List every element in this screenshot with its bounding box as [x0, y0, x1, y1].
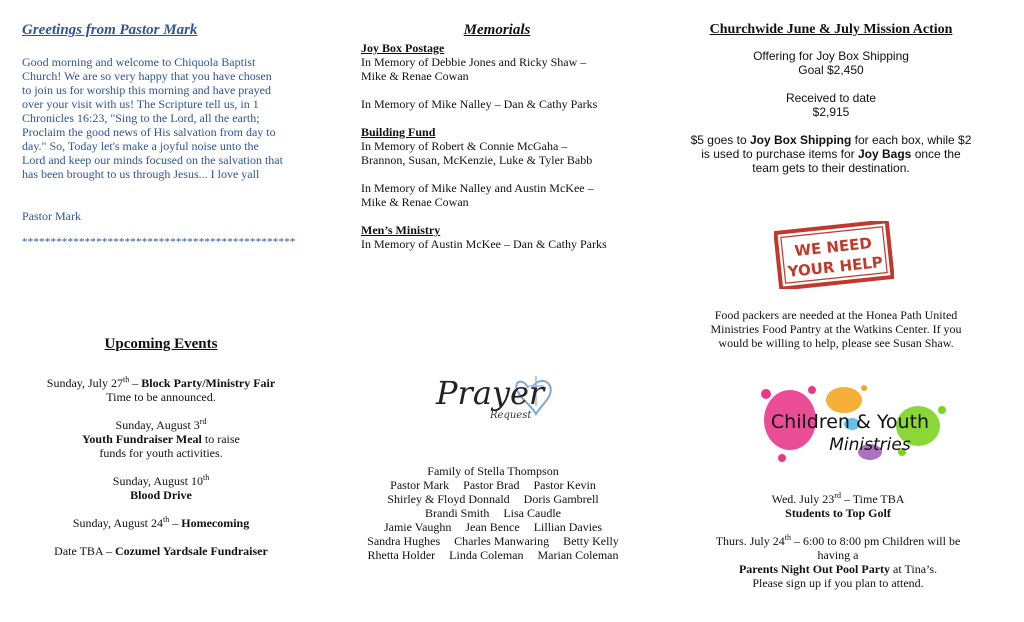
memorials-title: Memorials — [463, 22, 531, 38]
memorial-entry: In Memory of Debbie Jones and Ricky Shaw – Mike & Renae Cowan — [361, 55, 587, 83]
logo-line1: Children & Youth — [770, 411, 930, 433]
memorial-entry: In Memory of Austin McKee – Dan & Cathy Parks — [361, 237, 607, 251]
event-item: Sunday, August 10th Blood Drive — [112, 473, 210, 502]
prayer-row: Brandi Smith Lisa Caudle — [425, 506, 561, 520]
logo-line2: Ministries — [829, 435, 911, 455]
youth-events — [698, 492, 978, 604]
events-list — [30, 376, 292, 572]
greeting-title: Greetings from Pastor Mark — [22, 22, 198, 38]
event-item: Sunday, July 27th – Block Party/Ministry Fair Time to be announced. — [46, 375, 276, 404]
event-item: Sunday, August 3rd Youth Fundraiser Meal to raise funds for youth activities. — [82, 417, 240, 460]
prayer-list — [352, 464, 634, 562]
memorials-list — [361, 41, 631, 251]
we-need-your-help-stamp — [774, 221, 894, 289]
memorial-heading: Building Fund — [361, 125, 436, 139]
prayer-logo-sub: Request — [490, 410, 532, 421]
prayer-row: Family of Stella Thompson — [427, 464, 559, 478]
prayer-row: Shirley & Floyd Donnald Doris Gambrell — [387, 492, 599, 506]
prayer-row: Rhetta Holder Linda Coleman Marian Coleman — [367, 548, 619, 562]
mission-note: $5 goes to Joy Box Shipping for each box, while $2 is used to purchase items for Joy Bags once the team gets to their destination. — [690, 133, 972, 175]
memorial-entry: In Memory of Mike Nalley and Austin McKee – Mike & Renae Cowan — [361, 181, 594, 209]
prayer-request-logo — [432, 366, 556, 432]
received-label: Received to date — [785, 91, 877, 105]
offering-label: Offering for Joy Box Shipping — [753, 49, 909, 63]
memorial-heading: Men’s Ministry — [361, 223, 441, 237]
prayer-row: Pastor Mark Pastor Brad Pastor Kevin — [390, 478, 596, 492]
greeting-body: Good morning and welcome to Chiquola Baptist Church! We are so very happy that you have chosen to join us for worship this morning and have prayed over your visit with us! The Scripture tell us, in 1 Chronicles 16:23, "Sing to the Lord, all the earth; Proclaim the good news of His salvation from day to day." So, Today let's make a joyful noise unto the Lord and keep our minds focused on the salvation that has been brought to us through Jesus... I love yall — [22, 55, 283, 181]
events-title: Upcoming Events — [104, 336, 218, 352]
offering-goal: Goal $2,450 — [798, 63, 864, 77]
youth-event: Thurs. July 24th – 6:00 to 8:00 pm Children will be having a Parents Night Out Pool Party at Tina’s. Please sign up if you plan to attend. — [715, 533, 961, 590]
greeting-divider: ************************************************ — [22, 236, 296, 248]
memorial-entry: In Memory of Robert & Connie McGaha – Brannon, Susan, McKenzie, Luke & Tyler Babb — [361, 139, 593, 167]
greeting-signature: Pastor Mark — [22, 209, 81, 223]
prayer-row: Sandra Hughes Charles Manwaring Betty Kelly — [367, 534, 619, 548]
mission-title: Churchwide June & July Mission Action — [709, 22, 953, 37]
mission-body — [690, 49, 972, 189]
memorial-heading: Joy Box Postage — [361, 41, 445, 55]
food-packers-note: Food packers are needed at the Honea Path United Ministries Food Pantry at the Watkins Center. If you would be willing to help, please see Susan Shaw. — [710, 308, 962, 350]
youth-event: Wed. July 23rd – Time TBA Students to Top Golf — [771, 491, 905, 520]
prayer-logo-word: Prayer — [436, 374, 545, 412]
stamp-line1: WE NEED — [793, 234, 873, 261]
event-item: Sunday, August 24th – Homecoming — [72, 515, 250, 530]
children-youth-ministries-logo — [752, 380, 948, 466]
memorial-entry: In Memory of Mike Nalley – Dan & Cathy Parks — [361, 97, 598, 111]
stamp-line2: YOUR HELP — [786, 252, 884, 281]
prayer-row: Jamie Vaughn Jean Bence Lillian Davies — [383, 520, 603, 534]
received-amount: $2,915 — [812, 105, 850, 119]
event-item: Date TBA – Cozumel Yardsale Fundraiser — [54, 544, 268, 558]
